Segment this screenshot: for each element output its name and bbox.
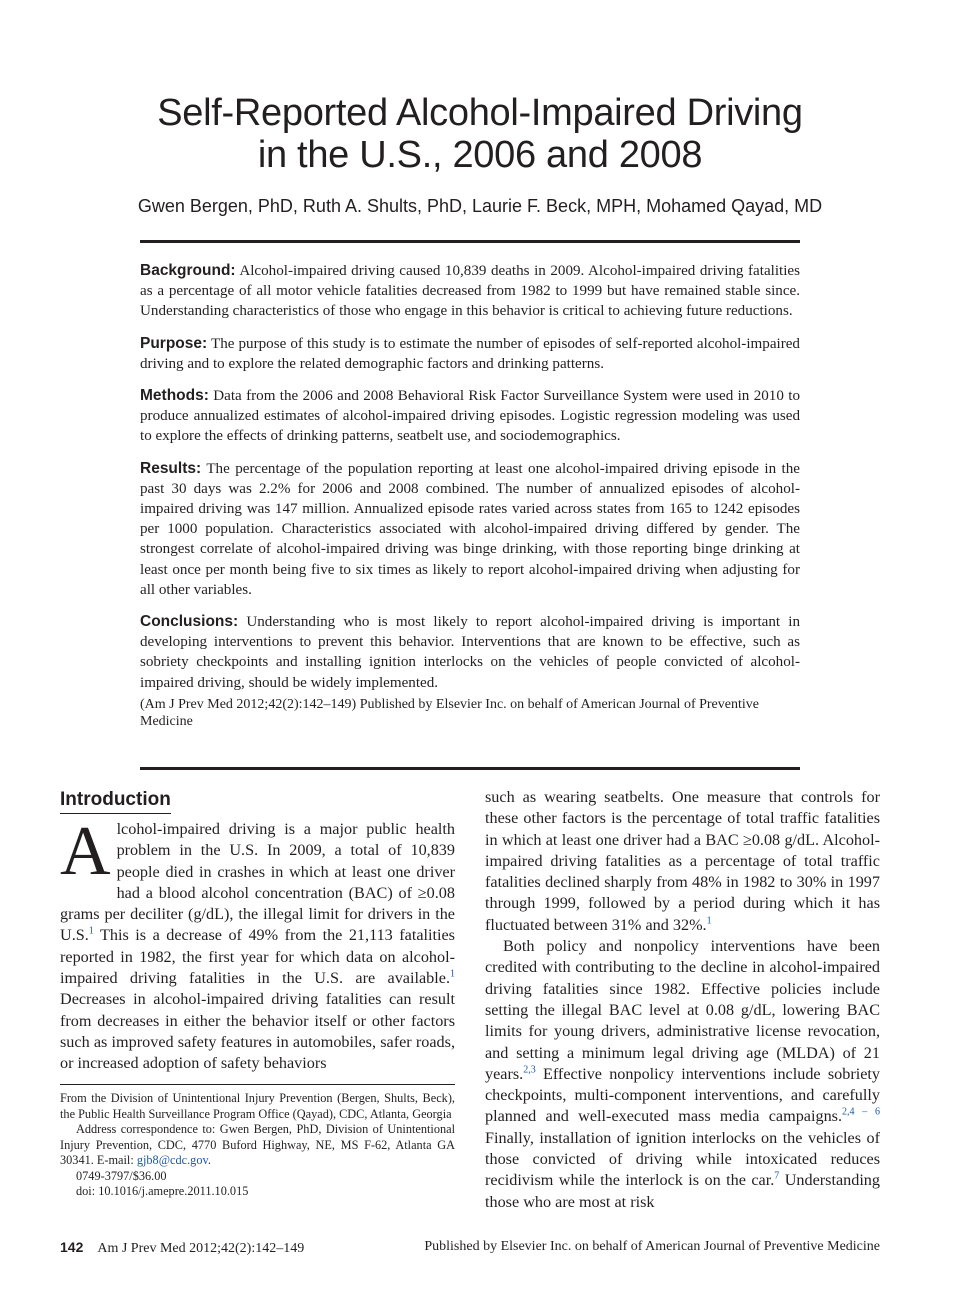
- conclusions-label: Conclusions:: [140, 613, 239, 631]
- methods-text: Data from the 2006 and 2008 Behavioral Risk Factor Surveillance System were used in 2010 to produce annualized estimates of alcohol-impaired driving episodes. Logistic regression modeling was used to explore the effects of drinking patterns, seatbelt use, and sociodemographics.: [140, 388, 800, 445]
- intro-paragraph-1-continued-text: such as wearing seatbelts. One measure that controls for these other factors is the percentage of total traffic fatalities in which at least one driver had a BAC ≥0.08 g/dL. Alcohol-impaired driving fatalities as a percentage of total traffic fatalities declined sharply from 48% in 1982 to 30% in 1997 through 1999, followed by a period during which it has fluctuated between 31% and 32%.: [485, 788, 880, 934]
- abstract-results: [140, 459, 800, 600]
- issn-note: 0749-3797/$36.00: [76, 1168, 167, 1183]
- intro-paragraph-1-continued: [485, 787, 880, 936]
- page-footer: [60, 1238, 880, 1258]
- abstract: [140, 261, 800, 730]
- footnotes: [60, 1091, 455, 1200]
- citation-link[interactable]: 1: [450, 968, 455, 980]
- title-line-2: in the U.S., 2006 and 2008: [257, 134, 703, 176]
- abstract-bottom-rule: [140, 767, 800, 770]
- abstract-methods: [140, 386, 800, 447]
- intro-paragraph-1-part-c: Decreases in alcohol-impaired driving fatalities can result from decreases in either the behavior itself or other factors such as improved safety features in automobiles, safer roads, or increased adoption of safety behaviors: [60, 990, 455, 1073]
- intro-paragraph-2-part-b: Effective nonpolicy interventions include sobriety checkpoints, multi-component interventions, and carefully planned and well-executed mass media campaigns.: [485, 1064, 880, 1126]
- background-label: Background:: [140, 262, 236, 279]
- left-column: [60, 813, 455, 1075]
- citation-link[interactable]: 2,3: [523, 1064, 536, 1076]
- citation-link[interactable]: 1: [706, 915, 712, 927]
- correspondence-text: Address correspondence to: Gwen Bergen, PhD, Division of Unintentional Injury Prevention, CDC, 4770 Buford Highway, NE, MS F-62, Atlanta GA 30341. E-mail:: [60, 1122, 455, 1167]
- intro-paragraph-1-part-a: lcohol-impaired driving is a major public health problem in the U.S. In 2009, a total of 10,839 people died in crashes in which at least one driver had a blood alcohol concentration (BAC) of ≥0.08 grams per deciliter (g/dL), the illegal limit for drivers in the U.S.: [60, 820, 455, 945]
- publisher-line: Published by Elsevier Inc. on behalf of American Journal of Preventive Medicine: [424, 1239, 880, 1254]
- abstract-background: [140, 261, 800, 322]
- page-number: 142: [60, 1239, 84, 1255]
- journal-reference: Am J Prev Med 2012;42(2):142–149: [97, 1241, 305, 1256]
- correspondence-end: .: [207, 1153, 211, 1167]
- right-column: [485, 787, 880, 1213]
- intro-paragraph-2-part-d: Understanding those who are most at risk: [485, 1171, 880, 1211]
- purpose-text: The purpose of this study is to estimate the number of episodes of self-reported alcohol-impaired driving and to explore the related demographic factors and drinking patterns.: [140, 335, 800, 372]
- conclusions-text: Understanding who is most likely to report alcohol-impaired driving is important in developing interventions to prevent this behavior. Interventions that are known to be effective, such as sobriety checkpoints and installing ignition interlocks on the vehicles of people convicted of alcohol-impaired driving, should be widely implemented.: [140, 614, 800, 691]
- citation-link[interactable]: 1: [88, 926, 94, 938]
- doi-note: doi: 10.1016/j.amepre.2011.10.015: [76, 1184, 249, 1198]
- correspondence-note: [60, 1122, 455, 1169]
- author-list: Gwen Bergen, PhD, Ruth A. Shults, PhD, Laurie F. Beck, MPH, Mohamed Qayad, MD: [137, 196, 823, 216]
- citation-link[interactable]: 2,4 – 6: [842, 1107, 881, 1119]
- results-text: The percentage of the population reporting at least one alcohol-impaired driving episode in the past 30 days was 2.2% for 2006 and 2008 combined. The number of annualized episodes of alcohol-impaired driving was 147 million. Annualized episode rates varied across states from 165 to 1242 episodes per 1000 population. Characteristics associated with alcohol-impaired driving differed by gender. The strongest correlate of alcohol-impaired driving was binge drinking, with those reporting binge drinking at least once per month being five to six times as likely to report alcohol-impaired driving when adjusting for all other variables.: [140, 460, 800, 598]
- drop-cap: A: [60, 813, 111, 890]
- intro-paragraph-2-part-a: Both policy and nonpolicy interventions have been credited with contributing to the decline in alcohol-impaired driving fatalities since 1982. Effective policies include setting the illegal BAC level at 0.08 g/dL, lowering BAC limits for young drivers, administrative license revocation, and setting a minimum legal driving age (MLDA) of 21 years.: [485, 937, 880, 1083]
- introduction-heading: Introduction: [60, 789, 171, 810]
- methods-label: Methods:: [140, 387, 209, 405]
- abstract-top-rule: [140, 240, 800, 243]
- footnote-rule: [60, 1084, 455, 1085]
- background-text: Alcohol-impaired driving caused 10,839 deaths in 2009. Alcohol-impaired driving fatalities as a percentage of all motor vehicle fatalities decreased from 1982 to 1999 but have remained stable since. Understanding characteristics of those who engage in this behavior is critical to achieving future reductions.: [140, 263, 800, 320]
- abstract-conclusions: [140, 612, 800, 693]
- abstract-purpose: [140, 334, 800, 374]
- email-link[interactable]: gjb8@cdc.gov: [136, 1153, 208, 1167]
- abstract-citation: (Am J Prev Med 2012;42(2):142–149) Published by Elsevier Inc. on behalf of American Journal of Preventive Medicine: [140, 696, 759, 729]
- intro-paragraph-2: [485, 936, 880, 1213]
- intro-paragraph-1-part-b: This is a decrease of 49% from the 21,113 fatalities reported in 1982, the first year for which data on alcohol-impaired driving fatalities in the U.S. are available.: [60, 926, 455, 988]
- results-label: Results:: [140, 459, 202, 477]
- affiliation-note: From the Division of Unintentional Injury Prevention (Bergen, Shults, Beck), the Public Health Surveillance Program Office (Qayad), CDC, Atlanta, Georgia: [60, 1091, 455, 1121]
- article-title: [60, 92, 900, 176]
- citation-link[interactable]: 7: [774, 1170, 780, 1182]
- title-line-1: Self-Reported Alcohol-Impaired Driving: [157, 92, 803, 134]
- intro-paragraph-2-part-c: Finally, installation of ignition interlocks on the vehicles of those convicted of driving while intoxicated reduces recidivism while the interlock is on the car.: [485, 1128, 880, 1190]
- purpose-label: Purpose:: [140, 334, 208, 352]
